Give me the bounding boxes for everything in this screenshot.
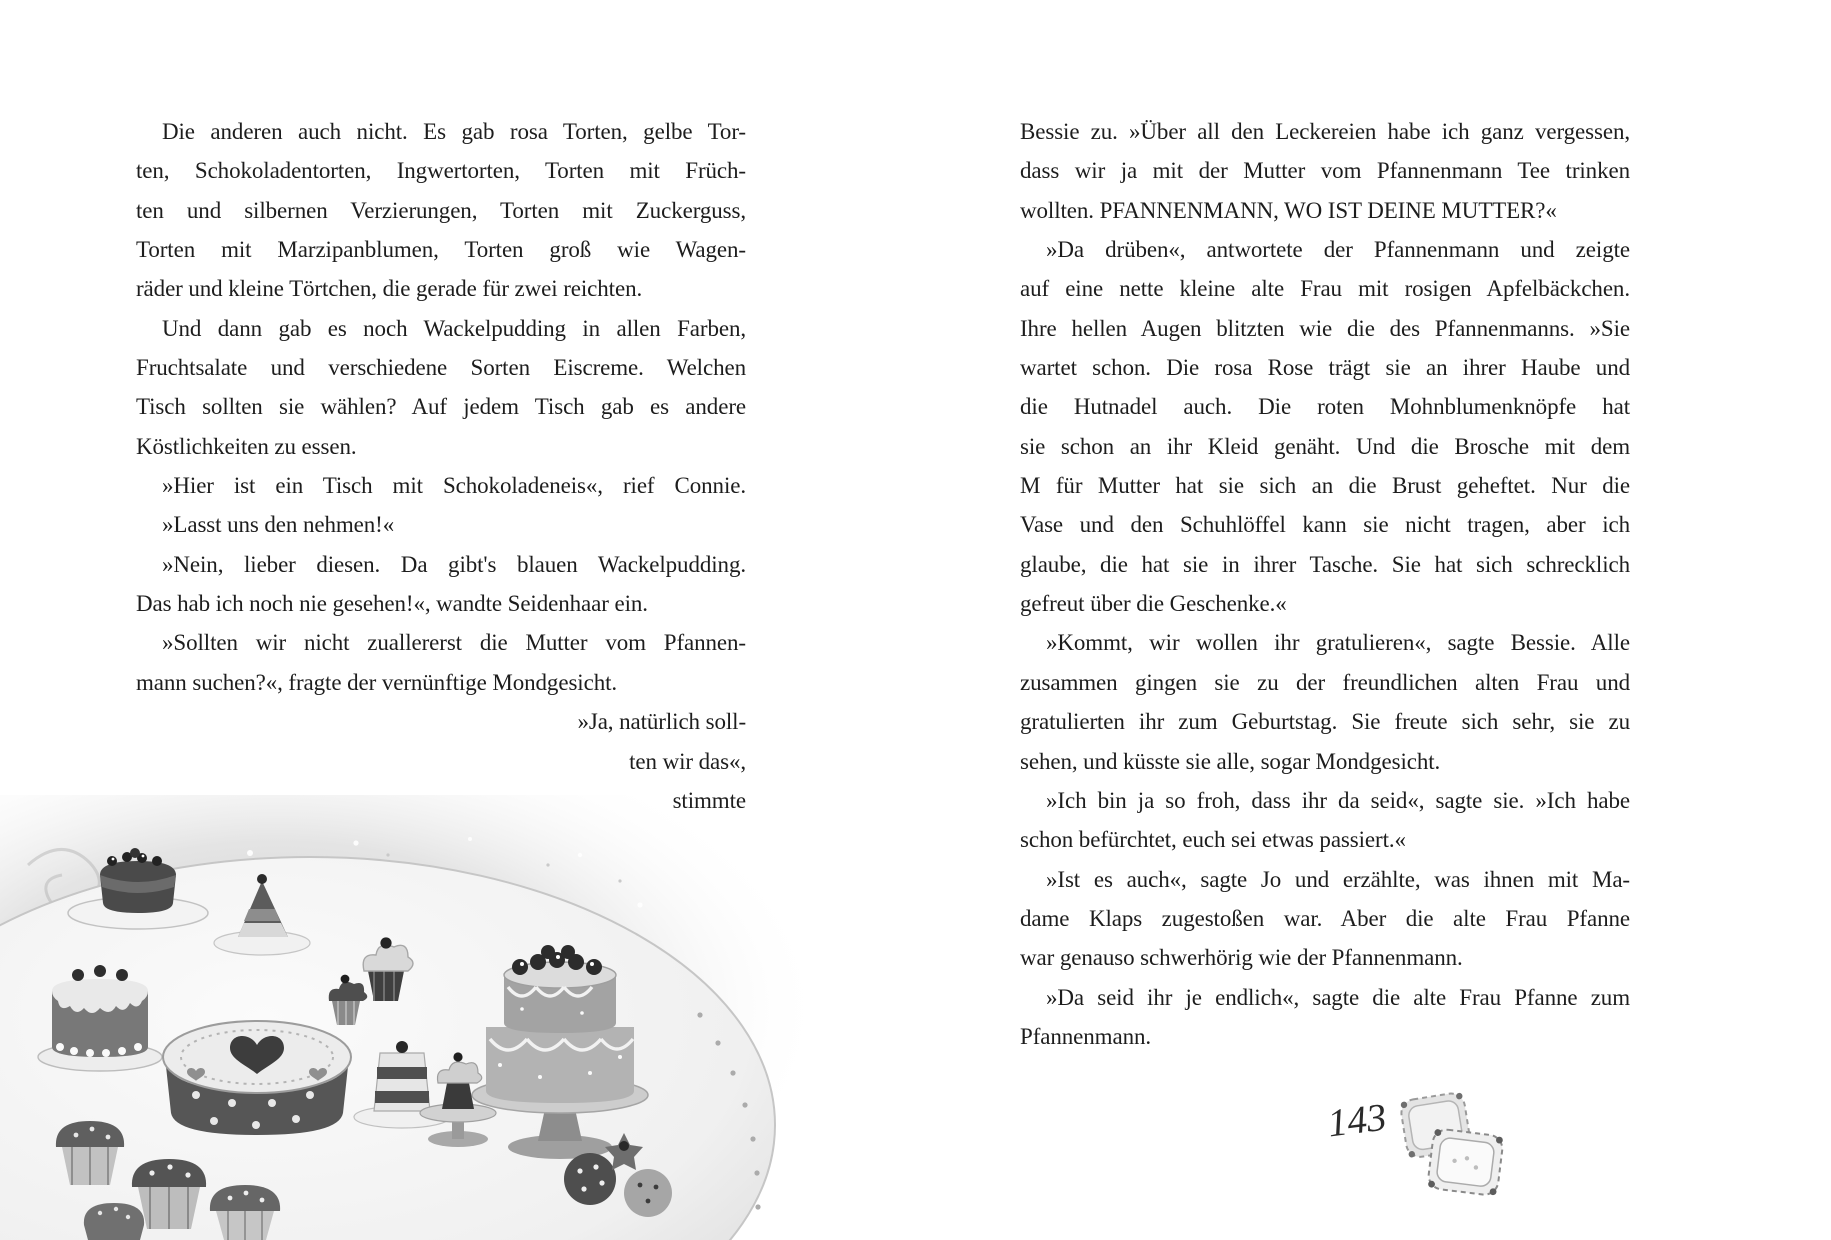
- text-line: Die anderen auch nicht. Es gab rosa Torten, gelbe Tor-: [162, 119, 746, 144]
- text-line: war genauso schwerhörig wie der Pfannenmann.: [1020, 945, 1463, 971]
- text-line: »Da drüben«, antwortete der Pfannenmann und zeigte: [1046, 237, 1630, 263]
- dessert-table-illustration: [0, 795, 812, 1240]
- text-line: »Nein, lieber diesen. Da gibt's blauen Wackelpudding.: [162, 551, 746, 577]
- text-line: gratulierten ihr zum Geburtstag. Sie freute sich sehr, sie zu: [1020, 709, 1630, 735]
- sweet-cookies-icon: [1392, 1080, 1508, 1204]
- page-number: 143: [1325, 1095, 1389, 1146]
- text-line: »Da seid ihr je endlich«, sagte die alte Frau Pfanne zum: [1046, 984, 1630, 1010]
- text-line: Tisch sollten sie wählen? Auf jedem Tisch gab es andere: [136, 394, 746, 420]
- front-cookie: [1427, 1128, 1504, 1196]
- text-line: Torten mit Marzipanblumen, Torten groß wie Wagen-: [136, 237, 746, 263]
- text-line: »Sollten wir nicht zuallererst die Mutter vom Pfannen-: [162, 630, 746, 656]
- text-line: Bessie zu. »Über all den Leckereien habe ich ganz vergessen,: [1020, 119, 1630, 144]
- sweet-cookies-svg: [1392, 1080, 1508, 1204]
- heart-cake: [163, 1021, 351, 1135]
- text-line: dass wir ja mit der Mutter vom Pfannenmann Tee trinken: [1020, 158, 1630, 184]
- text-line: ten, Schokoladentorten, Ingwertorten, Torten mit Früch-: [136, 158, 746, 184]
- text-line: Fruchtsalate und verschiedene Sorten Eiscreme. Welchen: [136, 355, 746, 381]
- text-line: die Hutnadel auch. Die roten Mohnblumenknöpfe hat: [1020, 394, 1630, 420]
- text-line: sie schon an ihr Kleid genäht. Und die Brosche mit dem: [1020, 433, 1630, 459]
- text-line: »Ist es auch«, sagte Jo und erzählte, was ihnen mit Ma-: [1046, 866, 1630, 892]
- text-line: »Lasst uns den nehmen!«: [162, 512, 395, 538]
- text-line: ten und silbernen Verzierungen, Torten mit Zuckerguss,: [136, 197, 746, 223]
- text-line: Ihre hellen Augen blitzten wie die des Pfannenmanns. »Sie: [1020, 315, 1630, 341]
- text-line: zusammen gingen sie zu der freundlichen alten Frau und: [1020, 669, 1630, 695]
- text-line: gefreut über die Geschenke.«: [1020, 591, 1287, 617]
- text-line: Pfannenmann.: [1020, 1023, 1152, 1049]
- text-line: »Kommt, wir wollen ihr gratulieren«, sagte Bessie. Alle: [1046, 630, 1630, 656]
- text-line: »Hier ist ein Tisch mit Schokoladeneis«, rief Connie.: [162, 473, 746, 499]
- text-line: sehen, und küsste sie alle, sogar Mondgesicht.: [1020, 748, 1441, 774]
- text-line: glaube, die hat sie in ihrer Tasche. Sie hat sich schrecklich: [1020, 551, 1630, 577]
- text-line: ten wir das«,: [629, 748, 746, 774]
- right-page-text: [1020, 112, 1630, 1056]
- text-line: räder und kleine Törtchen, die gerade für zwei reichten.: [136, 276, 643, 302]
- text-line: wollten. PFANNENMANN, WO IST DEINE MUTTER?«: [1020, 197, 1557, 223]
- text-line: dame Klaps zugestoßen war. Aber die alte Frau Pfanne: [1020, 905, 1630, 931]
- text-line: wartet schon. Die rosa Rose trägt sie an ihrer Haube und: [1020, 355, 1630, 381]
- dessert-table-svg: [0, 795, 812, 1240]
- left-page-text: [136, 112, 746, 820]
- text-line: auf eine nette kleine alte Frau mit rosigen Apfelbäckchen.: [1020, 276, 1630, 302]
- text-line: »Ja, natürlich soll-: [577, 709, 746, 735]
- text-line: schon befürchtet, euch sei etwas passiert.«: [1020, 827, 1406, 853]
- text-line: Vase und den Schuhlöffel kann sie nicht tragen, aber ich: [1020, 512, 1630, 538]
- text-line: mann suchen?«, fragte der vernünftige Mondgesicht.: [136, 669, 618, 695]
- text-line: Das hab ich noch nie gesehen!«, wandte Seidenhaar ein.: [136, 591, 648, 617]
- text-line: Und dann gab es noch Wackelpudding in allen Farben,: [162, 315, 746, 341]
- text-line: M für Mutter hat sie sich an die Brust geheftet. Nur die: [1020, 473, 1630, 499]
- text-line: »Ich bin ja so froh, dass ihr da seid«, sagte sie. »Ich habe: [1046, 787, 1630, 813]
- text-line: Köstlichkeiten zu essen.: [136, 433, 357, 459]
